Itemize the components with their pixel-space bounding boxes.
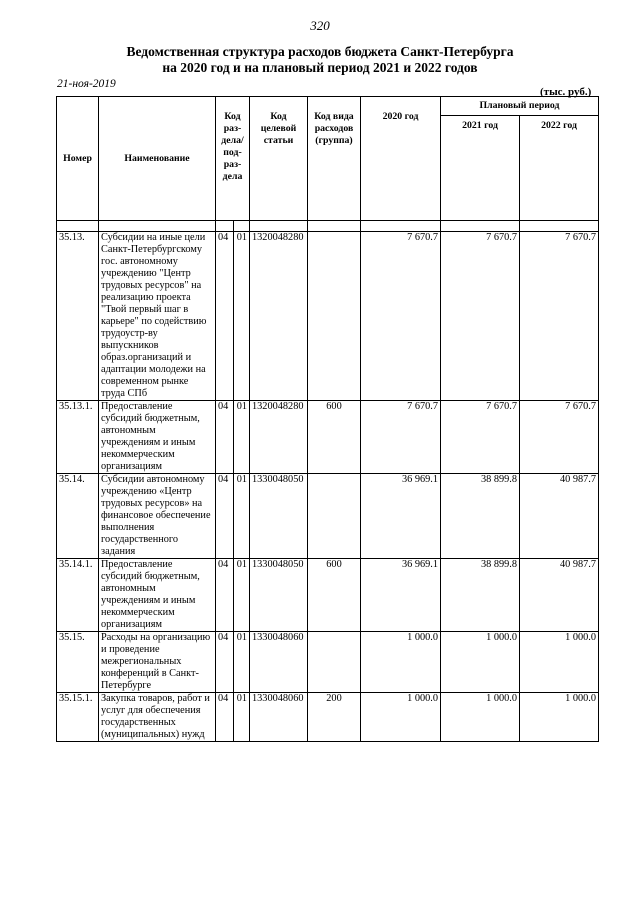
document-title — [0, 44, 640, 76]
row-amount-2020: 36 969.1 — [361, 559, 441, 632]
header-number: Номер — [57, 97, 99, 221]
row-amount-2020: 36 969.1 — [361, 474, 441, 559]
row-subsection-code: 01 — [234, 401, 250, 474]
row-name: Предоставление субсидий бюджетным, автономным учреждениям и иным некоммерческим организациям — [99, 401, 216, 474]
table-row — [57, 559, 599, 632]
row-amount-2021: 38 899.8 — [441, 559, 520, 632]
row-target-code: 1320048280 — [250, 401, 308, 474]
header-name: Наименование — [99, 97, 216, 221]
row-amount-2021: 7 670.7 — [441, 232, 520, 401]
row-amount-2022: 7 670.7 — [520, 232, 599, 401]
row-number: 35.14.1. — [57, 559, 99, 632]
row-expense-type-code — [308, 632, 361, 693]
row-amount-2020: 7 670.7 — [361, 232, 441, 401]
row-amount-2022: 40 987.7 — [520, 474, 599, 559]
row-section-code: 04 — [216, 559, 234, 632]
table-row — [57, 232, 599, 401]
document-date: 21-ноя-2019 — [57, 78, 116, 90]
header-planned-period: Плановый период — [441, 97, 599, 116]
row-target-code: 1330048050 — [250, 474, 308, 559]
row-subsection-code: 01 — [234, 693, 250, 742]
header-2021: 2021 год — [441, 116, 520, 221]
row-number: 35.14. — [57, 474, 99, 559]
row-name: Субсидии на иные цели Санкт-Петербургскому гос. автономному учреждению "Центр трудовых ресурсов" на реализацию проекта "Твой первый шаг в карьере" по содействию трудоустр-ву выпускников образ.организаций и адаптации молодежи на современном рынке труда СПб — [99, 232, 216, 401]
row-name: Закупка товаров, работ и услуг для обеспечения государственных (муниципальных) нужд — [99, 693, 216, 742]
row-amount-2022: 7 670.7 — [520, 401, 599, 474]
row-subsection-code: 01 — [234, 474, 250, 559]
header-row — [57, 97, 599, 116]
table-row — [57, 632, 599, 693]
row-section-code: 04 — [216, 693, 234, 742]
row-name: Расходы на организацию и проведение межрегиональных конференций в Санкт-Петербурге — [99, 632, 216, 693]
units-label: (тыс. руб.) — [540, 86, 592, 98]
row-amount-2021: 1 000.0 — [441, 632, 520, 693]
row-amount-2021: 38 899.8 — [441, 474, 520, 559]
row-amount-2022: 1 000.0 — [520, 693, 599, 742]
row-name: Предоставление субсидий бюджетным, автономным учреждениям и иным некоммерческим организациям — [99, 559, 216, 632]
budget-table — [56, 96, 599, 742]
row-amount-2022: 1 000.0 — [520, 632, 599, 693]
header-target-code: Код целевой статьи — [250, 97, 308, 221]
row-expense-type-code — [308, 474, 361, 559]
row-amount-2020: 1 000.0 — [361, 693, 441, 742]
row-number: 35.15. — [57, 632, 99, 693]
table-row — [57, 693, 599, 742]
row-expense-type-code: 600 — [308, 559, 361, 632]
row-number: 35.13.1. — [57, 401, 99, 474]
row-expense-type-code — [308, 232, 361, 401]
table-row — [57, 474, 599, 559]
row-section-code: 04 — [216, 232, 234, 401]
row-expense-type-code: 600 — [308, 401, 361, 474]
row-section-code: 04 — [216, 401, 234, 474]
row-subsection-code: 01 — [234, 559, 250, 632]
row-subsection-code: 01 — [234, 232, 250, 401]
row-target-code: 1320048280 — [250, 232, 308, 401]
title-line-2: на 2020 год и на плановый период 2021 и 2022 годов — [162, 60, 478, 75]
row-subsection-code: 01 — [234, 632, 250, 693]
row-number: 35.15.1. — [57, 693, 99, 742]
header-expense-type-code: Код вида расходов (группа) — [308, 97, 361, 221]
row-amount-2021: 7 670.7 — [441, 401, 520, 474]
row-amount-2021: 1 000.0 — [441, 693, 520, 742]
header-2020: 2020 год — [361, 97, 441, 221]
row-section-code: 04 — [216, 632, 234, 693]
row-section-code: 04 — [216, 474, 234, 559]
header-2022: 2022 год — [520, 116, 599, 221]
title-line-1: Ведомственная структура расходов бюджета Санкт-Петербурга — [126, 44, 514, 59]
row-target-code: 1330048060 — [250, 693, 308, 742]
row-number: 35.13. — [57, 232, 99, 401]
row-target-code: 1330048060 — [250, 632, 308, 693]
row-amount-2020: 7 670.7 — [361, 401, 441, 474]
row-amount-2022: 40 987.7 — [520, 559, 599, 632]
page-number: 320 — [310, 18, 330, 33]
row-expense-type-code: 200 — [308, 693, 361, 742]
spacer-row — [57, 221, 599, 232]
row-amount-2020: 1 000.0 — [361, 632, 441, 693]
row-target-code: 1330048050 — [250, 559, 308, 632]
row-name: Субсидии автономному учреждению «Центр трудовых ресурсов» на финансовое обеспечение выполнения государственного задания — [99, 474, 216, 559]
header-section-code: Код раз-дела/под-раз-дела — [216, 97, 250, 221]
table-row — [57, 401, 599, 474]
